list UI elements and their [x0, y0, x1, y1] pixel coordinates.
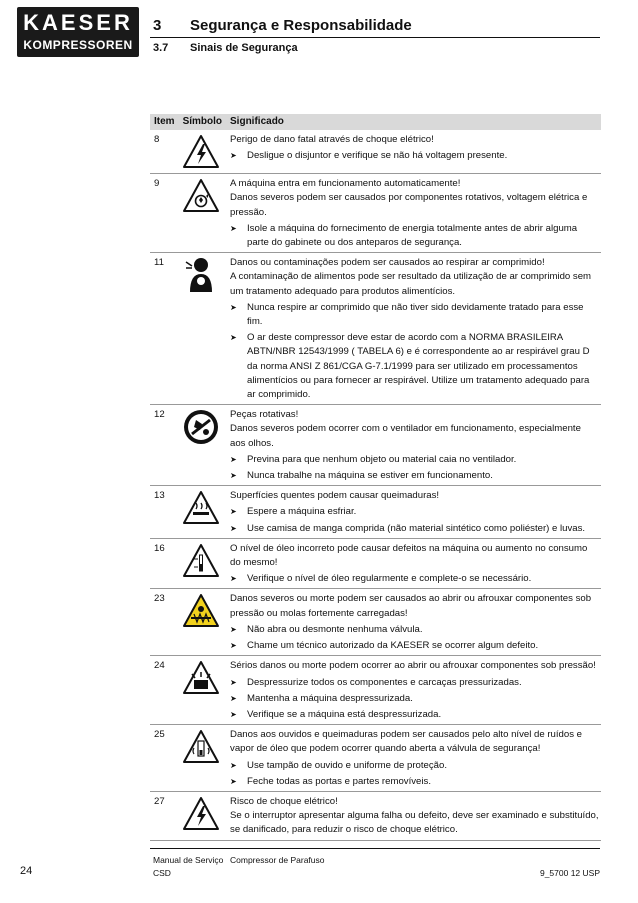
pressurized-component-warning-icon	[182, 659, 223, 697]
header-divider	[150, 37, 600, 38]
item-number: 8	[150, 130, 179, 174]
table-row	[150, 130, 601, 174]
instruction-text: Nunca trabalhe na máquina se estiver em funcionamento.	[247, 470, 493, 482]
chapter-number: 3	[153, 17, 162, 34]
safety-valve-noise-warning-icon	[182, 728, 223, 766]
item-number: 16	[150, 538, 179, 589]
meaning-text: Sérios danos ou morte podem ocorrer ao abrir ou afrouxar componentes sob pressão!	[230, 660, 596, 672]
table-row	[150, 589, 601, 656]
column-header-item: Item	[150, 114, 179, 130]
instruction-text: O ar deste compressor deve estar de acordo com a NORMA BRASILEIRA ABTN/NBR 12543/1999 ( TABELA 6) e é correspondente ao ar respirável grau D da norma ANSI Z 861/CGA G-7.1/1999 para ser utilizado em processamentos alimentícios ou para fornecer ar respirável. Utilize um tratamento adequado para ar comprimido.	[247, 332, 590, 401]
column-header-symbol: Símbolo	[179, 114, 226, 130]
instruction-text: Mantenha a máquina despressurizada.	[247, 692, 413, 704]
meaning-text: Peças rotativas!	[230, 409, 299, 421]
page-number: 24	[20, 865, 33, 877]
instruction-item	[230, 572, 599, 586]
symbol-cell	[179, 538, 226, 589]
safety-signs-table	[150, 114, 601, 841]
kaeser-logo	[17, 7, 139, 57]
meaning-cell	[226, 486, 601, 539]
arrow-bullet-icon: ➤	[230, 151, 237, 161]
table-row	[150, 405, 601, 486]
table-row	[150, 174, 601, 253]
item-number: 27	[150, 791, 179, 840]
instruction-item	[230, 149, 599, 163]
table-row	[150, 791, 601, 840]
instruction-item	[230, 469, 599, 483]
meaning-cell	[226, 791, 601, 840]
instruction-text: Verifique se a máquina está despressurizada.	[247, 708, 442, 720]
arrow-bullet-icon: ➤	[230, 302, 237, 312]
instruction-text: Despressurize todos os componentes e carcaças pressurizadas.	[247, 676, 522, 688]
symbol-cell	[179, 405, 226, 486]
instruction-item	[230, 222, 599, 250]
meaning-cell	[226, 656, 601, 725]
electric-shock-warning-icon	[182, 133, 223, 171]
meaning-text: A máquina entra em funcionamento automaticamente!	[230, 178, 461, 190]
instruction-item	[230, 759, 599, 773]
arrow-bullet-icon: ➤	[230, 333, 237, 343]
instruction-item	[230, 639, 599, 653]
meaning-text: Danos severos podem ser causados por componentes rotativos, voltagem elétrica e pressão.	[230, 192, 588, 218]
instruction-item	[230, 676, 599, 690]
symbol-cell	[179, 589, 226, 656]
section-title: Sinais de Segurança	[190, 42, 298, 54]
arrow-bullet-icon: ➤	[230, 574, 237, 584]
item-number: 12	[150, 405, 179, 486]
meaning-cell	[226, 589, 601, 656]
instruction-text: Feche todas as portas e partes removíveis.	[247, 775, 431, 787]
arrow-bullet-icon: ➤	[230, 507, 237, 517]
symbol-cell	[179, 253, 226, 405]
meaning-text: A contaminação de alimentos pode ser resultado da utilização de ar comprimido sem um tratamento adequado para produtos alimentícios.	[230, 271, 592, 297]
logo-line-2: KOMPRESSOREN	[23, 38, 133, 52]
table-row	[150, 656, 601, 725]
instruction-item	[230, 522, 599, 536]
footer-product: Compressor de Parafuso	[230, 855, 325, 865]
oil-level-warning-icon	[182, 542, 223, 580]
instruction-text: Nunca respire ar comprimido que não tiver sido devidamente tratado para esse fim.	[247, 301, 584, 328]
table-row	[150, 538, 601, 589]
instruction-item	[230, 505, 599, 519]
item-number: 13	[150, 486, 179, 539]
meaning-text: Risco de choque elétrico!	[230, 795, 338, 807]
instruction-item	[230, 623, 599, 637]
meaning-cell	[226, 174, 601, 253]
symbol-cell	[179, 486, 226, 539]
meaning-cell	[226, 130, 601, 174]
automatic-start-warning-icon	[182, 177, 223, 215]
chapter-title: Segurança e Responsabilidade	[190, 17, 412, 34]
instruction-text: Espere a máquina esfriar.	[247, 506, 357, 518]
meaning-text: Superfícies quentes podem causar queimaduras!	[230, 490, 440, 502]
meaning-cell	[226, 538, 601, 589]
instruction-item	[230, 301, 599, 329]
arrow-bullet-icon: ➤	[230, 641, 237, 651]
instruction-item	[230, 708, 599, 722]
footer-manual: Manual de Serviço	[153, 855, 224, 865]
symbol-cell	[179, 791, 226, 840]
arrow-bullet-icon: ➤	[230, 693, 237, 703]
instruction-item	[230, 453, 599, 467]
do-not-breathe-air-icon	[182, 256, 223, 294]
meaning-text: Danos severos ou morte podem ser causados ao abrir ou afrouxar componentes sob pressão ou molas fortemente carregadas!	[230, 593, 592, 619]
arrow-bullet-icon: ➤	[230, 624, 237, 634]
meaning-text: Danos ou contaminações podem ser causados ao respirar ar comprimido!	[230, 257, 545, 269]
electric-shock-warning-icon	[182, 795, 223, 833]
item-number: 24	[150, 656, 179, 725]
meaning-text: Danos severos podem ocorrer com o ventilador em funcionamento, especialmente aos olhos.	[230, 423, 581, 449]
symbol-cell	[179, 725, 226, 792]
hot-surface-warning-icon	[182, 489, 223, 527]
instruction-text: Isole a máquina do fornecimento de energia totalmente antes de abrir alguma parte do gabinete ou dos anteparos de segurança.	[247, 222, 578, 249]
column-header-meaning: Significado	[226, 114, 601, 130]
symbol-cell	[179, 130, 226, 174]
table-row	[150, 253, 601, 405]
arrow-bullet-icon: ➤	[230, 709, 237, 719]
arrow-bullet-icon: ➤	[230, 471, 237, 481]
footer-model: CSD	[153, 868, 171, 878]
table-header-row	[150, 114, 601, 130]
logo-line-1: KAESER	[23, 10, 133, 35]
instruction-text: Chame um técnico autorizado da KAESER se ocorrer algum defeito.	[247, 640, 539, 652]
meaning-cell	[226, 405, 601, 486]
instruction-text: Use tampão de ouvido e uniforme de proteção.	[247, 759, 448, 771]
meaning-text: Danos aos ouvidos e queimaduras podem ser causados pelo alto nível de ruídos e vapor de óleo que podem ocorrer quando aberta a válvula de segurança!	[230, 729, 583, 755]
table-row	[150, 486, 601, 539]
arrow-bullet-icon: ➤	[230, 760, 237, 770]
item-number: 23	[150, 589, 179, 656]
instruction-text: Não abra ou desmonte nenhuma válvula.	[247, 623, 423, 635]
instruction-text: Desligue o disjuntor e verifique se não há voltagem presente.	[247, 150, 508, 162]
footer-doc-number: 9_5700 12 USP	[539, 868, 600, 878]
arrow-bullet-icon: ➤	[230, 523, 237, 533]
instruction-text: Verifique o nível de óleo regularmente e complete-o se necessário.	[247, 573, 532, 585]
section-number: 3.7	[153, 42, 169, 54]
item-number: 25	[150, 725, 179, 792]
meaning-cell	[226, 725, 601, 792]
pressurized-spring-warning-icon	[182, 592, 223, 630]
instruction-item	[230, 331, 599, 402]
meaning-text: Perigo de dano fatal através de choque elétrico!	[230, 134, 434, 146]
footer-divider	[150, 848, 600, 849]
item-number: 9	[150, 174, 179, 253]
arrow-bullet-icon: ➤	[230, 223, 237, 233]
symbol-cell	[179, 656, 226, 725]
instruction-text: Use camisa de manga comprida (não material sintético como poliéster) e luvas.	[247, 522, 586, 534]
arrow-bullet-icon: ➤	[230, 454, 237, 464]
instruction-item	[230, 692, 599, 706]
instruction-text: Previna para que nenhum objeto ou material caia no ventilador.	[247, 453, 517, 465]
meaning-text: Se o interruptor apresentar alguma falha ou defeito, deve ser examinado e substituído, se danificado, para reduzir o risco de choque elétrico.	[230, 810, 599, 836]
table-row	[150, 725, 601, 792]
symbol-cell	[179, 174, 226, 253]
meaning-cell	[226, 253, 601, 405]
arrow-bullet-icon: ➤	[230, 677, 237, 687]
instruction-item	[230, 775, 599, 789]
meaning-text: O nível de óleo incorreto pode causar defeitos na máquina ou aumento no consumo do mesmo!	[230, 542, 588, 569]
item-number: 11	[150, 253, 179, 405]
arrow-bullet-icon: ➤	[230, 776, 237, 786]
rotating-parts-warning-icon	[182, 408, 223, 446]
